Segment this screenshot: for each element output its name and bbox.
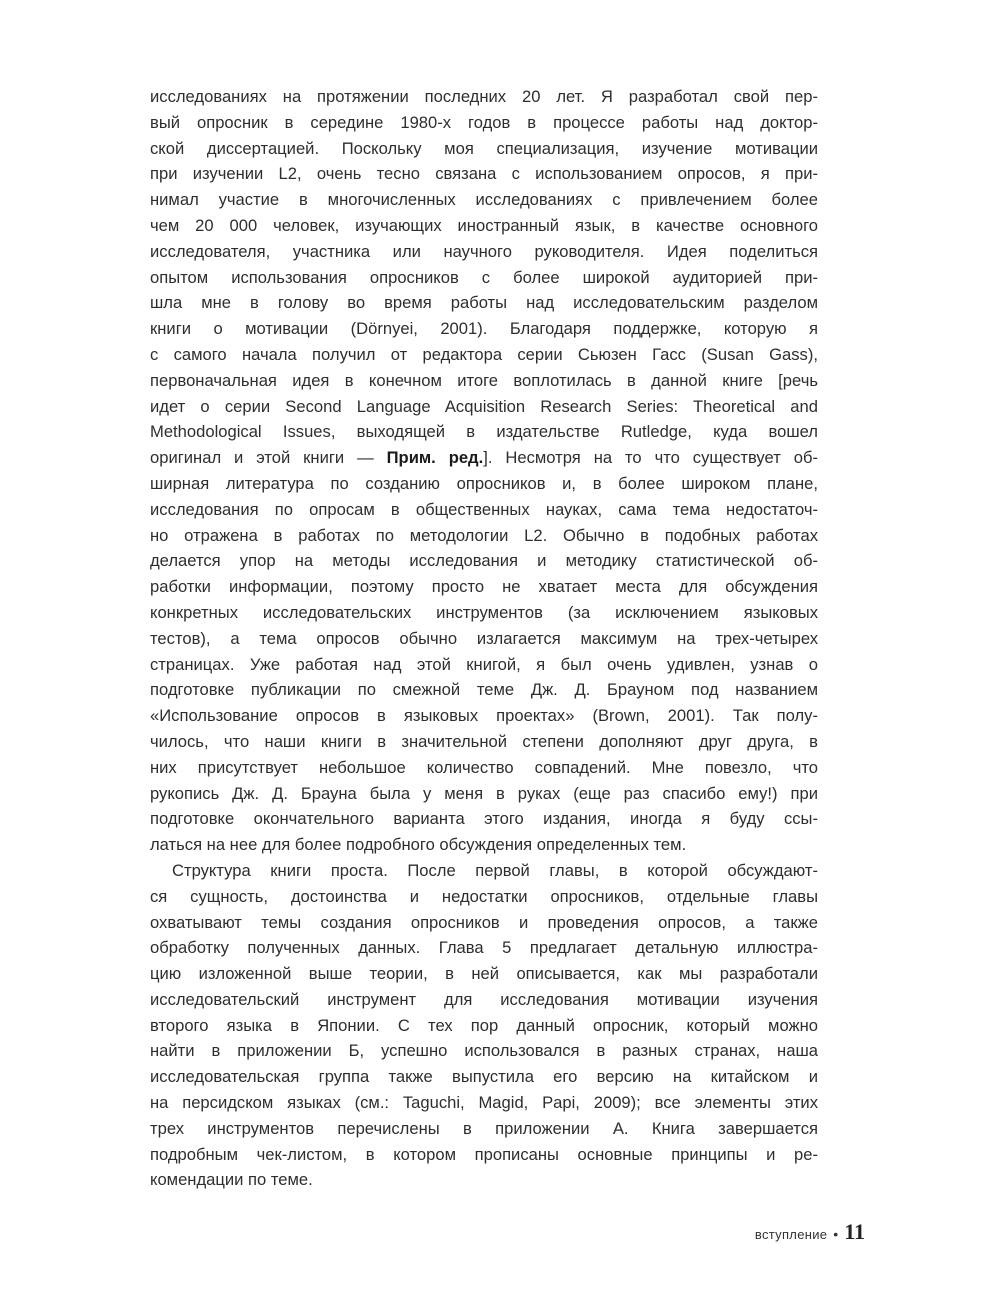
running-head: вступление <box>754 1227 828 1242</box>
text-line <box>150 445 818 471</box>
text-line: делается упор на методы исследования и методику статистической об- <box>150 551 818 571</box>
text-line: исследовательский инструмент для исследования мотивации изучения <box>150 989 818 1009</box>
text-line: второго языка в Японии. С тех пор данный опросник, который можно <box>150 1015 818 1035</box>
text-line: нимал участие в многочисленных исследованиях с привлечением более <box>150 190 818 210</box>
text-line: Methodological Issues, выходящей в издательстве Rutledge, куда вошел <box>150 422 818 442</box>
text-line: идет о серии Second Language Acquisition Research Series: Theoretical and <box>150 396 818 416</box>
text-line: чем 20 000 человек, изучающих иностранный язык, в качестве основного <box>150 215 818 235</box>
text-line: подробным чек-листом, в котором прописаны основные принципы и ре- <box>150 1144 818 1164</box>
text-line: ся сущность, достоинства и недостатки опросников, отдельные главы <box>150 886 818 906</box>
text-line: шла мне в голову во время работы над исследовательским разделом <box>150 293 818 313</box>
text-segment: оригинал и этой книги — <box>150 448 387 468</box>
text-line: исследования по опросам в общественных науках, сама тема недостаточ- <box>150 499 818 519</box>
text-line: но отражена в работах по методологии L2. Обычно в подобных работах <box>150 525 818 545</box>
text-line: на персидском языках (см.: Taguchi, Magid, Papi, 2009); все элементы этих <box>150 1093 818 1113</box>
paragraph <box>150 84 818 858</box>
text-line: тестов), а тема опросов обычно излагается максимум на трех-четырех <box>150 628 818 648</box>
text-line: опытом использования опросников с более широкой аудиторией при- <box>150 267 818 287</box>
text-line: исследователя, участника или научного руководителя. Идея поделиться <box>150 241 818 261</box>
text-line: цию изложенной выше теории, в ней описывается, как мы разработали <box>150 964 818 984</box>
text-line: «Использование опросов в языковых проектах» (Brown, 2001). Так полу- <box>150 706 818 726</box>
text-line: работки информации, поэтому просто не хватает места для обсуждения <box>150 577 818 597</box>
footer-separator: • <box>833 1226 839 1242</box>
text-line: исследовательская группа также выпустила его версию на китайском и <box>150 1067 818 1087</box>
text-line: Структура книги проста. После первой главы, в которой обсуждают- <box>172 860 818 880</box>
text-line: латься на нее для более подробного обсуждения определенных тем. <box>150 835 687 855</box>
text-line: подготовке окончательного варианта этого издания, иногда я буду ссы- <box>150 809 818 829</box>
page-footer <box>755 1219 865 1245</box>
text-line: обработку полученных данных. Глава 5 предлагает детальную иллюстра- <box>150 938 818 958</box>
page-number: 11 <box>844 1219 865 1244</box>
text-line: исследованиях на протяжении последних 20 лет. Я разработал свой пер- <box>150 87 818 106</box>
text-segment: ]. Несмотря на то что существует об- <box>483 448 818 468</box>
text-line: первоначальная идея в конечном итоге воплотилась в данной книге [речь <box>150 370 818 390</box>
text-line: них присутствует небольшое количество совпадений. Мне повезло, что <box>150 757 818 777</box>
text-line: чилось, что наши книги в значительной степени дополняют друг друга, в <box>150 731 818 751</box>
paragraph <box>150 858 818 1193</box>
text-line: ширная литература по созданию опросников и, в более широком плане, <box>150 473 818 493</box>
text-line: вый опросник в середине 1980-х годов в процессе работы над доктор- <box>150 112 818 132</box>
text-line: трех инструментов перечислены в приложении А. Книга завершается <box>150 1118 818 1138</box>
text-line: охватывают темы создания опросников и проведения опросов, а также <box>150 912 818 932</box>
text-line: конкретных исследовательских инструментов (за исключением языковых <box>150 602 818 622</box>
text-line: подготовке публикации по смежной теме Дж. Д. Брауном под названием <box>150 680 818 700</box>
body-text <box>150 84 818 1193</box>
text-line: рукопись Дж. Д. Брауна была у меня в руках (еще раз спасибо ему!) при <box>150 783 818 803</box>
editor-note: Прим. ред. <box>386 448 484 468</box>
text-line: найти в приложении Б, успешно использовался в разных странах, наша <box>150 1041 818 1061</box>
text-line: страницах. Уже работая над этой книгой, я был очень удивлен, узнав о <box>150 654 818 674</box>
text-line: комендации по теме. <box>150 1170 313 1190</box>
text-line: ской диссертацией. Поскольку моя специализация, изучение мотивации <box>150 138 818 158</box>
text-line: книги о мотивации (Dörnyei, 2001). Благодаря поддержке, которую я <box>150 319 818 339</box>
text-line: при изучении L2, очень тесно связана с использованием опросов, я при- <box>150 164 818 184</box>
text-line: с самого начала получил от редактора серии Сьюзен Гасс (Susan Gass), <box>150 344 818 364</box>
